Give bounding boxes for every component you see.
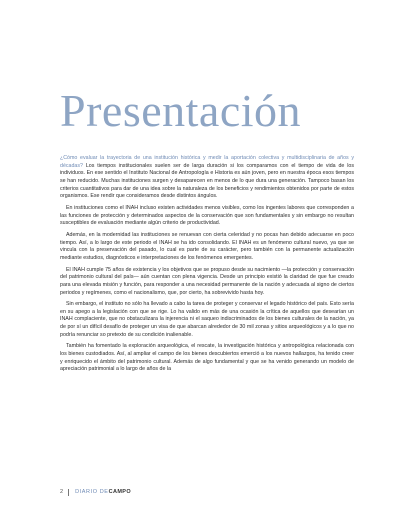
paragraph-text: Los tiempos institucionales suelen ser de larga duración si los comparamos con el tiempo de vida de los individuos. En ese sentido el Instituto Nacional de Antropología e Historia es aún joven, pero en nuestra época esos tiempos se han reducido. Muchas instituciones surgen y desaparecen en menos de lo que dura una generación. Tampoco basan los criterios cuantitativos para dar de una idea sobre la naturaleza de los beneficios y rendimientos obtenidos por parte de estos organismos. Ese rendir que consideramos desde distintos ángulos. xyxy=(60,162,354,200)
lead-question: ¿Cómo evaluar la trayectoria de una institución histórica y medir la aportación colectiva y multidisciplinaria de años y décadas? xyxy=(60,155,354,169)
paragraph-text: Además, en la modernidad las instituciones se renuevan con cierta celeridad y no pocas han debido adecuarse en poco tiempo. Así, a lo largo de este periodo el INAH se ha ido consolidando. El INAH es un fenómeno cultural nuevo, ya que se vincula con la preservación del pasado, lo cual es parte de su carácter, pero también con la permanente actualización mediante estudios, diagnósticos e interpretaciones de los fenómenos emergentes. xyxy=(60,231,354,261)
paragraph-6 xyxy=(60,343,354,374)
paragraph-text: En instituciones como el INAH incluso existen actividades menos visibles, como los ingentes labores que corresponden a las funciones de protección y determinados aspectos de la conservación que son fundamentales y sin embargo no resultan susceptibles de evaluación mediante algún criterio de productividad. xyxy=(60,204,354,227)
paragraph-text: Sin embargo, el instituto no sólo ha llevado a cabo la tarea de proteger y conservar el legado histórico del país. Esto sería en su apego a la legislación con que se rige. Lo ha valido en más de una ocasión la crítica de aquellos que desearían un INAH complaciente, que no obstaculizara la injerencia ni el saqueo indiscriminados de los bienes culturales de la nación, ya de por sí un difícil desafío de proteger un visa de que abarcan alrededor de 30 mil zonas y sitios arqueológicos y a lo que no podría renunciar so pretexto de su condición inalienable. xyxy=(60,301,354,338)
paragraph-2 xyxy=(60,205,354,228)
magazine-name-part1: DIARIO DE xyxy=(75,489,109,495)
paragraph-text: También ha fomentado la exploración arqueológica, el rescate, la investigación histórica y antropológica relacionada con los bienes custodiados. Así, al ampliar el campo de los bienes descubiertos emerció a los nuevos hallazgos, ha tenido creer y enriquecido el ámbito del patrimonio cultural. Además de algo fundamental y que se ha venido generando un modelo de apreciación patrimonial a lo largo de años de la xyxy=(60,343,354,373)
paragraph-text: El INAH cumple 75 años de existencia y los objetivos que se propuso desde su nacimiento —la protección y conservación del patrimonio cultural del país— aún cuentan con plena vigencia. Desde un principio existió la claridad de que fue creado para una elevada misión y función, para responder a una necesidad permanente de la nación y adecuada al signo de ciertos periodos y regímenes, como el nacionalismo, que, por cierto, ha sobrevivido hasta hoy. xyxy=(60,266,354,296)
paragraph-4 xyxy=(60,267,354,298)
footer-divider xyxy=(68,489,69,496)
paragraph-5 xyxy=(60,301,354,339)
paragraph-1 xyxy=(60,155,354,201)
magazine-name-part2: CAMPO xyxy=(108,489,132,495)
paragraph-3 xyxy=(60,232,354,263)
page-footer xyxy=(60,488,131,496)
body-text xyxy=(60,155,354,485)
page-number: 2 xyxy=(60,489,64,495)
page-title: Presentación xyxy=(60,85,302,136)
